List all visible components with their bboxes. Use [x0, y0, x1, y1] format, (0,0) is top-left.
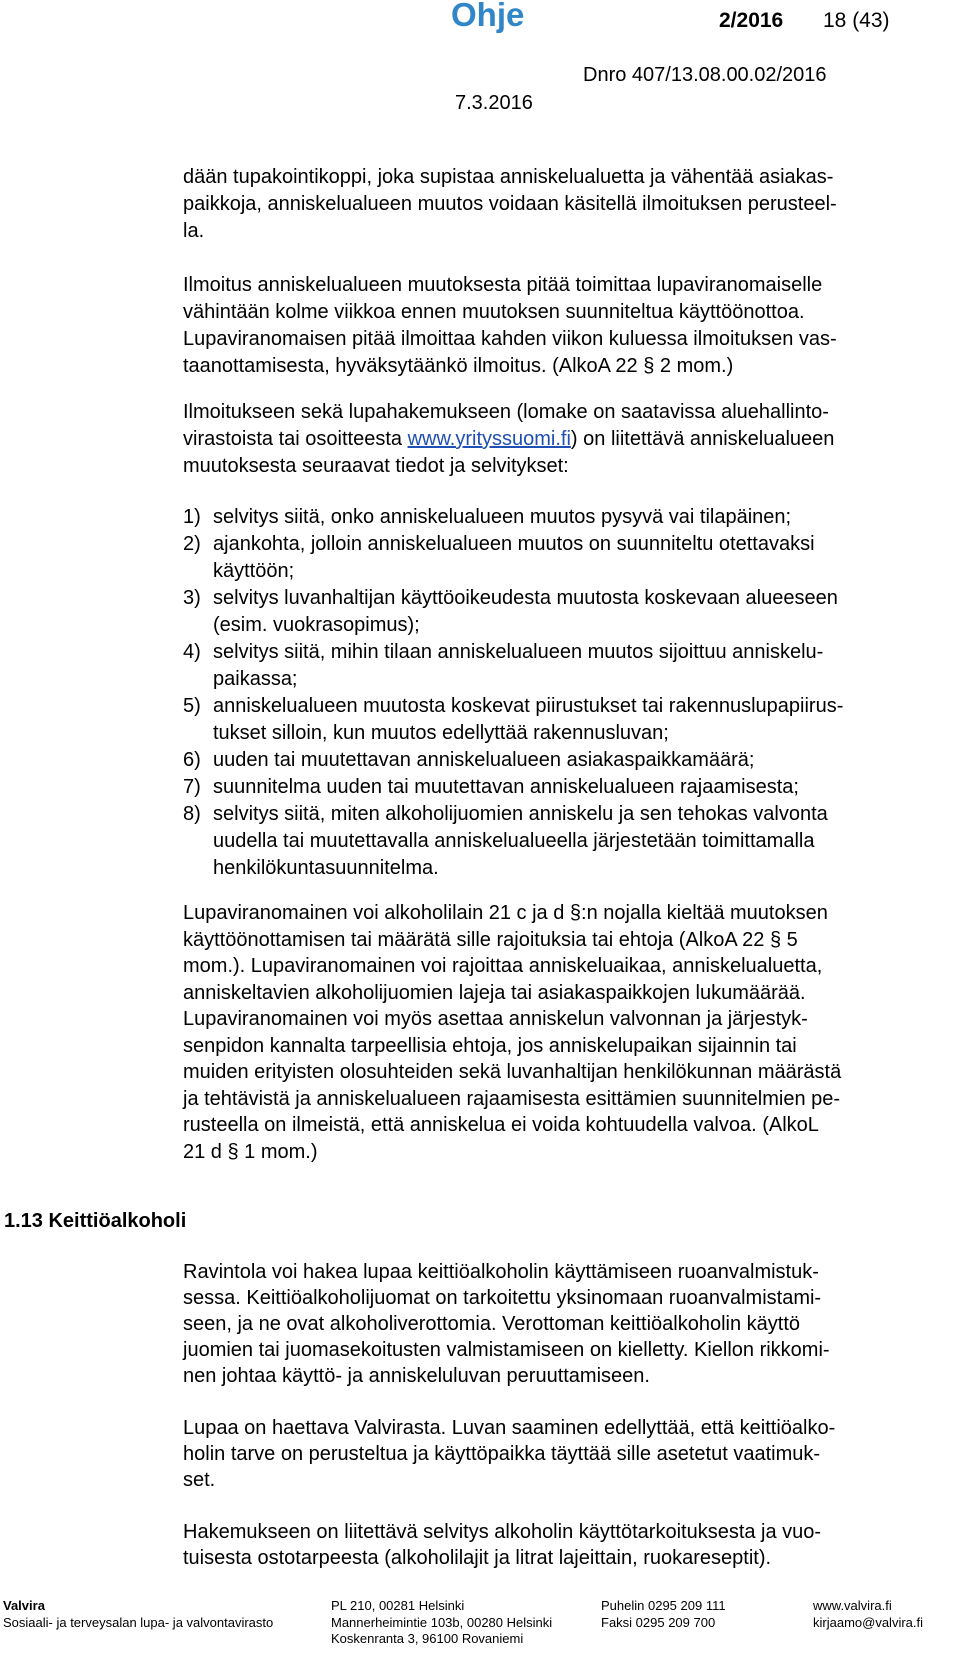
list-item	[183, 774, 951, 801]
authority-line: 21 d § 1 mom.)	[183, 1140, 318, 1163]
list-item	[183, 531, 951, 585]
notice-line: Ilmoitus anniskelualueen muutoksesta pitää toimittaa lupaviranomaiselle	[183, 274, 823, 296]
kitchen-alcohol-section	[183, 1259, 951, 1571]
list-item-text: käyttöön;	[213, 560, 295, 582]
attachments-line: virastoista tai osoitteesta	[183, 428, 408, 450]
notice-line: taanottamisesta, hyväksytäänkö ilmoitus. (AlkoA 22 § 2 mom.)	[183, 355, 734, 377]
kitchen-paragraph	[183, 1519, 951, 1571]
authority-line: senpidon kannalta tarpeellisia ehtoja, jos anniskelupaikan sijainnin tai	[183, 1034, 797, 1057]
notice-line: vähintään kolme viikkoa ennen muutoksen suunniteltua käyttöönottoa.	[183, 301, 805, 323]
document-type-title: Ohje	[451, 0, 525, 33]
kitchen-line: Hakemukseen on liitettävä selvitys alkoholin käyttötarkoituksesta ja vuo-	[183, 1521, 822, 1543]
authority-line: ja tehtävistä ja anniskelualueen rajaamisesta esittämien suunnitelmien pe-	[183, 1087, 841, 1110]
authority-line: anniskeltavien alkoholijuomien lajeja tai asiakaspaikkojen lukumäärää.	[183, 981, 806, 1004]
list-item	[183, 693, 951, 747]
intro-line: la.	[183, 220, 205, 242]
footer-street-address: Mannerheimintie 103b, 00280 Helsinki	[331, 1614, 553, 1630]
list-item-number: 4)	[183, 641, 201, 663]
authority-line: rusteella on ilmeistä, että anniskelua ei voida kohtuudella valvoa. (AlkoL	[183, 1114, 819, 1136]
list-item-text: selvitys siitä, onko anniskelualueen muutos pysyvä vai tilapäinen;	[213, 506, 792, 528]
intro-paragraph	[183, 164, 951, 245]
list-item	[183, 747, 951, 774]
list-item-text: (esim. vuokrasopimus);	[213, 614, 420, 636]
yrityssuomi-link[interactable]: www.yrityssuomi.fi	[407, 428, 571, 450]
list-item-number: 8)	[183, 803, 201, 825]
footer-org-name: Valvira	[3, 1598, 45, 1613]
list-item-number: 2)	[183, 533, 201, 555]
list-item-text: uuden tai muutettavan anniskelualueen asiakaspaikkamäärä;	[213, 749, 755, 771]
attachments-line: Ilmoitukseen sekä lupahakemukseen (lomake on saatavissa aluehallinto-	[183, 401, 829, 423]
footer-website-link[interactable]: www.valvira.fi	[813, 1598, 892, 1613]
authority-line: muiden erityisten olosuhteiden sekä luvanhaltijan henkilökunnan määrästä	[183, 1061, 842, 1083]
requirements-list	[183, 504, 951, 882]
kitchen-line: seen, ja ne ovat alkoholiverottomia. Verottoman keittiöalkoholin käyttö	[183, 1313, 801, 1335]
document-date: 7.3.2016	[455, 92, 533, 114]
list-item-text: selvitys siitä, mihin tilaan anniskelualueen muutos sijoittuu anniskelu-	[213, 641, 824, 663]
list-item-number: 5)	[183, 695, 201, 717]
kitchen-line: holin tarve on perusteltua ja käyttöpaikka täyttää sille asetetut vaatimuk-	[183, 1443, 821, 1465]
footer-org-column	[3, 1598, 273, 1631]
list-item	[183, 504, 951, 531]
kitchen-line: Ravintola voi hakea lupaa keittiöalkoholin käyttämiseen ruoanvalmistuk-	[183, 1261, 819, 1283]
attachments-line: muutoksesta seuraavat tiedot ja selvitykset:	[183, 455, 569, 477]
notice-paragraph	[183, 272, 951, 380]
list-item-number: 3)	[183, 587, 201, 609]
footer-postal-address: PL 210, 00281 Helsinki	[331, 1598, 465, 1613]
footer-branch-address: Koskenranta 3, 96100 Rovaniemi	[331, 1631, 524, 1646]
page-number: 18 (43)	[823, 9, 890, 32]
kitchen-line: nen johtaa käyttö- ja anniskeluluvan peruuttamiseen.	[183, 1365, 650, 1387]
list-item-text: paikassa;	[213, 668, 298, 690]
footer-org-full-name: Sosiaali- ja terveysalan lupa- ja valvontavirasto	[3, 1614, 274, 1630]
authority-line: käyttöönottamisen tai määrätä sille rajoituksia tai ehtoja (AlkoA 22 § 5	[183, 928, 798, 951]
authority-paragraph	[183, 900, 951, 1165]
list-item	[183, 585, 951, 639]
kitchen-paragraph	[183, 1415, 951, 1493]
kitchen-paragraph	[183, 1259, 951, 1389]
authority-line: Lupaviranomainen voi myös asettaa anniskelun valvonnan ja järjestyk-	[183, 1008, 808, 1030]
kitchen-line: tuisesta ostotarpeesta (alkoholilajit ja litrat lajeittain, ruokareseptit).	[183, 1547, 772, 1569]
list-item-number: 7)	[183, 776, 201, 798]
list-item-text: henkilökuntasuunnitelma.	[213, 857, 439, 879]
list-item-text: selvitys siitä, miten alkoholijuomien anniskelu ja sen tehokas valvonta	[213, 803, 828, 825]
kitchen-line: juomien tai juomasekoitusten valmistamiseen on kielletty. Kiellon rikkomi-	[183, 1339, 830, 1361]
footer-phone: Puhelin 0295 209 111	[601, 1598, 726, 1613]
intro-line: paikkoja, anniskelualueen muutos voidaan käsitellä ilmoituksen perusteel-	[183, 193, 837, 215]
notice-line: Lupaviranomaisen pitää ilmoittaa kahden viikon kuluessa ilmoituksen vas-	[183, 328, 837, 350]
intro-line: dään tupakointikoppi, joka supistaa anniskelualuetta ja vähentää asiakas-	[183, 166, 834, 188]
attachments-paragraph	[183, 399, 951, 480]
authority-line: mom.). Lupaviranomainen voi rajoittaa anniskeluaikaa, anniskelualuetta,	[183, 955, 823, 977]
list-item-text: tukset silloin, kun muutos edellyttää rakennusluvan;	[213, 722, 669, 744]
list-item-text: selvitys luvanhaltijan käyttöoikeudesta muutosta koskevaan alueeseen	[213, 587, 838, 609]
kitchen-line: Lupaa on haettava Valvirasta. Luvan saaminen edellyttää, että keittiöalko-	[183, 1417, 836, 1439]
kitchen-line: set.	[183, 1469, 216, 1491]
attachments-line: ) on liitettävä anniskelualueen	[570, 428, 835, 450]
main-content	[183, 164, 951, 1165]
list-item-text: uudella tai muutettavalla anniskelualueella järjestetään toimittamalla	[213, 830, 815, 852]
footer-email-link[interactable]: kirjaamo@valvira.fi	[813, 1614, 923, 1630]
list-item-text: ajankohta, jolloin anniskelualueen muutos on suunniteltu otettavaksi	[213, 533, 815, 555]
list-item	[183, 639, 951, 693]
list-item-text: anniskelualueen muutosta koskevat piirustukset tai rakennuslupapiirus-	[213, 695, 844, 717]
list-item-number: 1)	[183, 506, 201, 528]
list-item-text: suunnitelma uuden tai muutettavan anniskelualueen rajaamisesta;	[213, 776, 799, 798]
footer-fax: Faksi 0295 209 700	[601, 1614, 716, 1630]
list-item	[183, 801, 951, 882]
footer-address-column	[331, 1598, 552, 1648]
footer-phone-column	[601, 1598, 726, 1631]
kitchen-line: sessa. Keittiöalkoholijuomat on tarkoitettu yksinomaan ruoanvalmistami-	[183, 1287, 822, 1309]
list-item-number: 6)	[183, 749, 201, 771]
footer-web-column	[813, 1598, 923, 1631]
section-heading: 1.13 Keittiöalkoholi	[4, 1210, 187, 1232]
issue-number: 2/2016	[719, 9, 784, 32]
record-number: Dnro 407/13.08.00.02/2016	[583, 64, 827, 86]
authority-line: Lupaviranomainen voi alkoholilain 21 c ja d §:n nojalla kieltää muutoksen	[183, 902, 828, 924]
